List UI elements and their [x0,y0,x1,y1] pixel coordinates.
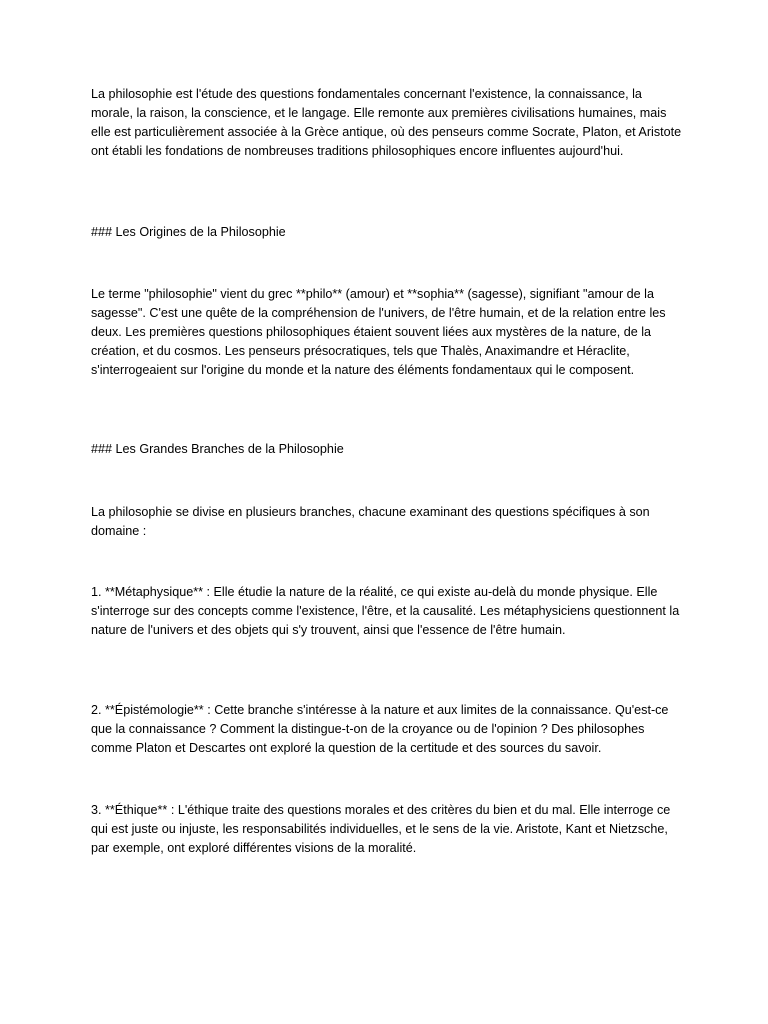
branch-item-epistemologie: 2. **Épistémologie** : Cette branche s'intéresse à la nature et aux limites de la connaissance. Qu'est-ce que la connaissance ? Comment la distingue-t-on de la croyance ou de l'opinion ? Des philosophes comme Platon et Descartes ont exploré la question de la certitude et des sources du savoir. [91,703,669,755]
heading-origins: ### Les Origines de la Philosophie [91,225,286,239]
branch-item-ethique: 3. **Éthique** : L'éthique traite des questions morales et des critères du bien et du mal. Elle interroge ce qui est juste ou injuste, les responsabilités individuelles, et le sens de la vie. Aristote, Kant et Nietzsche, par exemple, ont exploré différentes visions de la moralité. [91,803,671,855]
intro-paragraph: La philosophie est l'étude des questions fondamentales concernant l'existence, la connaissance, la morale, la raison, la conscience, et le langage. Elle remonte aux premières civilisations humaines, mais elle est particulièrement associée à la Grèce antique, où des penseurs comme Socrate, Platon, et Aristote ont établi les fondations de nombreuses traditions philosophiques encore influentes aujourd'hui. [91,87,682,158]
heading-branches: ### Les Grandes Branches de la Philosophie [91,442,344,456]
origins-paragraph: Le terme "philosophie" vient du grec **philo** (amour) et **sophia** (sagesse), signifiant "amour de la sagesse". C'est une quête de la compréhension de l'univers, de l'être humain, et de la relation entre les deux. Les premières questions philosophiques étaient souvent liées aux mystères de la nature, de la création, et du cosmos. Les penseurs présocratiques, tels que Thalès, Anaximandre et Héraclite, s'interrogeaient sur l'origine du monde et la nature des éléments fondamentaux qui le composent. [91,287,666,377]
branches-intro-paragraph: La philosophie se divise en plusieurs branches, chacune examinant des questions spécifiques à son domaine : [91,505,650,538]
branch-item-metaphysique: 1. **Métaphysique** : Elle étudie la nature de la réalité, ce qui existe au-delà du monde physique. Elle s'interroge sur des concepts comme l'existence, l'être, et la causalité. Les métaphysiciens questionnent la nature de l'univers et des objets qui s'y trouvent, ainsi que l'essence de l'être humain. [91,585,680,637]
